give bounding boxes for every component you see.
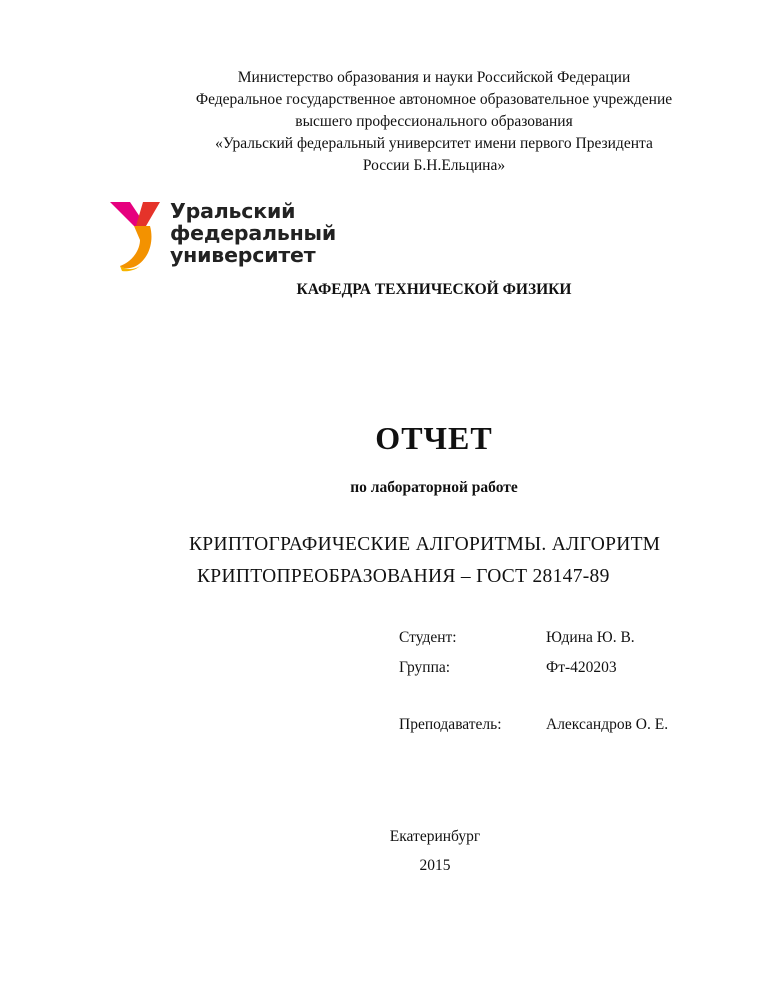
department-heading: КАФЕДРА ТЕХНИЧЕСКОЙ ФИЗИКИ bbox=[296, 281, 572, 298]
university-name-line: «Уральский федеральный университет имени первого Президента bbox=[215, 135, 653, 152]
topic-line-1: КРИПТОГРАФИЧЕСКИЕ АЛГОРИТМЫ. АЛГОРИТМ bbox=[189, 534, 661, 555]
group-value: Фт-420203 bbox=[546, 659, 617, 676]
group-label: Группа: bbox=[399, 659, 451, 676]
education-level-line: высшего профессионального образования bbox=[295, 113, 573, 130]
city: Екатеринбург bbox=[389, 828, 481, 845]
topic-line-2: КРИПТОПРЕОБРАЗОВАНИЯ – ГОСТ 28147-89 bbox=[197, 566, 610, 587]
logo-wordmark bbox=[170, 200, 336, 266]
teacher-label: Преподаватель: bbox=[399, 716, 502, 733]
year: 2015 bbox=[419, 857, 451, 874]
ministry-line: Министерство образования и науки Российской Федерации bbox=[237, 69, 631, 86]
logo-word-2: федеральный bbox=[170, 221, 337, 245]
teacher-value: Александров О. Е. bbox=[546, 716, 669, 733]
logo-word-3: университет bbox=[170, 243, 316, 267]
report-subtitle: по лабораторной работе bbox=[350, 479, 518, 496]
student-label: Студент: bbox=[399, 629, 457, 646]
university-logo bbox=[110, 196, 350, 276]
report-title: ОТЧЕТ bbox=[375, 420, 493, 456]
institution-type-line: Федеральное государственное автономное образовательное учреждение bbox=[195, 91, 673, 108]
student-value: Юдина Ю. В. bbox=[546, 629, 635, 646]
university-name-line-2: России Б.Н.Ельцина» bbox=[362, 157, 506, 174]
urfu-logo-icon bbox=[110, 196, 162, 272]
logo-word-1: Уральский bbox=[170, 199, 296, 223]
